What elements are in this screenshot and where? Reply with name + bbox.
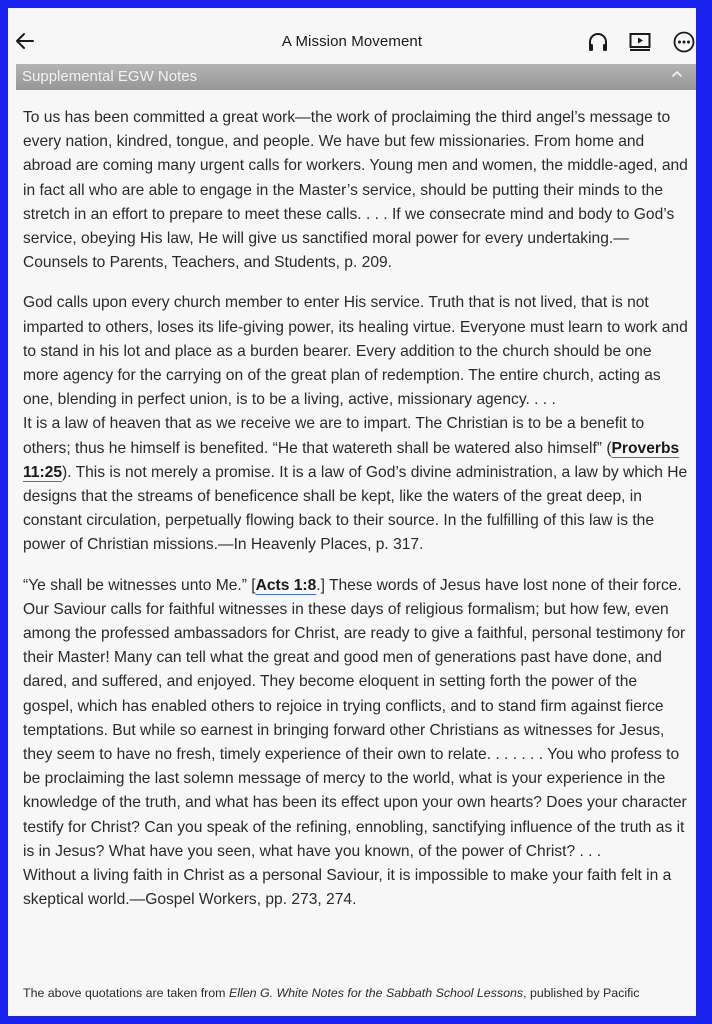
scripture-link-acts[interactable]: Acts 1:8	[255, 576, 317, 594]
source-footnote	[23, 986, 689, 1000]
footnote-book-title: Ellen G. White Notes for the Sabbath School Lessons	[228, 986, 524, 1000]
chevron-up-icon[interactable]	[670, 67, 684, 81]
back-arrow-icon[interactable]	[14, 30, 36, 52]
top-app-bar	[8, 8, 696, 64]
app-frame	[8, 8, 696, 1016]
paragraph-law-of-heaven	[23, 412, 689, 557]
notes-content	[23, 106, 689, 929]
footnote-suffix: , published by Pacific	[523, 986, 640, 1000]
headphones-icon[interactable]	[586, 30, 610, 54]
footnote-prefix: The above quotations are taken from	[23, 986, 229, 1000]
paragraph-text: ). This is not merely a promise. It is a law of God’s divine administration, a law by which He designs that the streams of beneficence shall be kept, like the waters of the great deep, in constant circulation, perpetually flowing back to their source. In the fulfilling of this law is the power of Christian missions.—In Heavenly Places, p. 317.	[23, 463, 688, 554]
paragraph-living-faith: Without a living faith in Christ as a personal Saviour, it is impossible to make your faith felt in a skeptical world.—Gospel Workers, pp. 273, 274.	[23, 867, 672, 909]
more-options-icon[interactable]	[672, 30, 696, 54]
paragraph-witnesses	[23, 574, 689, 864]
page-title: A Mission Movement	[281, 33, 423, 50]
paragraph-counsels: To us has been committed a great work—the work of proclaiming the third angel’s message to every nation, kindred, tongue, and people. We have but few missionaries. From home and abroad are coming many urgent calls for workers. Young men and women, the middle-aged, and in fact all who are able to engage in the Master’s service, should be putting their minds to the stretch in an effort to prepare to meet these calls. . . . If we consecrate mind and body to God’s service, obeying His law, He will give us sanctified moral power for every undertaking.—Counsels to Parents, Teachers, and Students, p. 209.	[23, 109, 688, 272]
play-video-icon[interactable]	[628, 30, 652, 54]
section-title: Supplemental EGW Notes	[22, 68, 198, 85]
section-header-supplemental-notes[interactable]	[16, 64, 696, 90]
paragraph-church-member: God calls upon every church member to enter His service. Truth that is not lived, that is not imparted to others, loses its life-giving power, its healing virtue. Everyone must learn to work and to stand in his lot and place as a burden bearer. Every addition to the church should be one more agency for the carrying on of the great plan of redemption. The entire church, acting as one, blending in perfect union, is to be a living, active, missionary agency. . . .	[23, 294, 688, 409]
paragraph-text: It is a law of heaven that as we receive we are to impart. The Christian is to be a benefit to others; thus he himself is benefited. “He that watereth shall be watered also himself” (	[23, 415, 645, 457]
scripture-link-proverbs[interactable]: Proverbs 11:25	[23, 439, 680, 481]
paragraph-text: .] These words of Jesus have lost none of their force. Our Saviour calls for faithful witnesses in these days of religious formalism; but how few, even among the professed ambassadors for Christ, are ready to give a faithful, personal testimony for their Master! Many can tell what the great and good men of generations past have done, and dared, and suffered, and enjoyed. They become eloquent in setting forth the power of the gospel, which has enabled others to rejoice in trying conflicts, and to stand firm against fierce temptations. But while so earnest in bringing forward other Christians as witnesses for Jesus, they seem to have no fresh, timely experience of their own to relate. . . . . . . You who profess to be proclaiming the last solemn message of mercy to the world, what is your experience in the knowledge of the truth, and what has been its effect upon your own hearts? Does your character testify for Christ? Can you speak of the refining, ennobling, sanctifying influence of the truth as it is in Jesus? What have you seen, what have you known, of the power of Christ? . . .	[23, 576, 687, 860]
paragraph-text: “Ye shall be witnesses unto Me.” [	[23, 576, 256, 594]
